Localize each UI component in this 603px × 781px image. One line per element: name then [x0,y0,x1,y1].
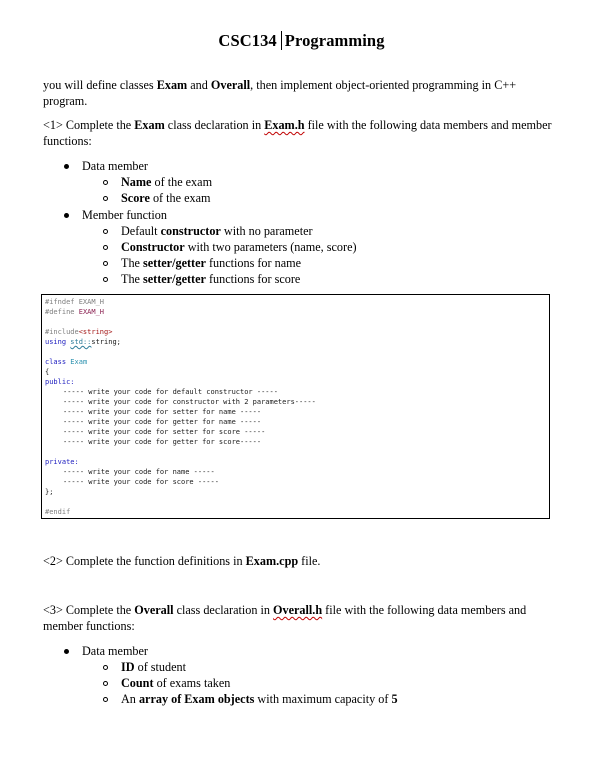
code-endif: #endif [45,508,71,516]
sub-bullet-circle [103,261,108,266]
task1-text-2: class declaration in [164,118,265,132]
code-class-kw: class [45,358,67,366]
dm-rest: of student [134,660,186,674]
intro-text-2: and [187,78,211,92]
task1-number: <1> [43,118,63,132]
task3-data-member-label: Data member [82,644,148,658]
task3-file-name: Overall.h [273,603,323,617]
mf-pre: Default [121,224,161,238]
mf-bold: constructor [160,224,221,238]
code-using [45,337,121,347]
mf-rest: with two parameters (name, score) [184,240,357,254]
bullet-dot [64,213,69,218]
code-public-line: ----- write your code for constructor with 2 parameters----- [63,398,316,406]
data-member-name-desc: of the exam [151,175,213,189]
mf-rest: with no parameter [220,224,313,238]
code-public-line: ----- write your code for setter for name ----- [63,408,262,416]
course-subject: Programming [284,31,385,50]
code-public-line: ----- write your code for setter for score ----- [63,428,266,436]
course-code: CSC134 [218,31,277,50]
dm-rest: of exams taken [153,676,231,690]
code-private-label: private: [45,458,79,466]
task3-text-2: class declaration in [173,603,274,617]
code-private-line: ----- write your code for score ----- [63,478,219,486]
code-using-kw: using [45,338,67,346]
task1-text-1: Complete the [62,118,135,132]
code-private-line: ----- write your code for name ----- [63,468,215,476]
title-divider [281,31,282,50]
member-function-label: Member function [82,208,167,222]
code-public-line: ----- write your code for default constructor ----- [63,388,278,396]
code-close-brace: }; [45,488,54,496]
task2-text-1: Complete the function definitions in [62,554,246,568]
code-ifndef [45,297,104,307]
intro-paragraph [43,77,553,110]
task3-text-3: file with the following data members and member functions: [43,603,527,634]
sub-bullet-circle [103,277,108,282]
data-member-label: Data member [82,159,148,173]
sub-bullet-circle [103,229,108,234]
code-define-kw: #define [45,308,75,316]
dm-bold: ID [121,660,135,674]
mf-bold: setter/getter [143,272,206,286]
intro-text-3: , then implement object-oriented programming in C++ program. [43,78,517,109]
data-member-score: Score [121,191,150,205]
code-ifndef-text: #ifndef EXAM_H [45,298,105,306]
code-public-line: ----- write your code for getter for name ----- [63,418,262,426]
code-public-line: ----- write your code for getter for score----- [63,438,262,446]
sub-bullet-circle [103,196,108,201]
code-using-name: string; [91,338,121,346]
task2-number: <2> [43,554,63,568]
code-include [45,327,112,337]
bullet-dot [64,164,69,169]
data-member-name: Name [121,175,152,189]
sub-bullet-circle [103,180,108,185]
task2-file-name: Exam.cpp [245,554,299,568]
task2-paragraph [43,553,553,569]
code-using-ns: std:: [70,338,92,346]
task3-number: <3> [43,603,63,617]
code-include-kw: #include [45,328,79,336]
mf-bold: Constructor [121,240,185,254]
code-include-file: <string> [78,328,113,336]
task1-file-name: Exam.h [264,118,305,132]
mf-bold: setter/getter [143,256,206,270]
page-title [0,31,603,51]
bullet-dot [64,649,69,654]
code-class [45,357,87,367]
data-member-score-desc: of the exam [149,191,211,205]
task1-class-name: Exam [134,118,165,132]
code-public-label: public: [45,378,75,386]
dm-rest: with maximum capacity of [254,692,392,706]
dm-tail: 5 [391,692,398,706]
task1-paragraph [43,117,553,150]
dm-bold: Count [121,676,154,690]
sub-bullet-circle [103,245,108,250]
task3-paragraph [43,602,553,635]
dm-bold: array of Exam objects [138,692,255,706]
sub-bullet-circle [103,681,108,686]
code-class-name: Exam [70,358,88,366]
mf-rest: functions for name [205,256,302,270]
code-snippet-box [41,294,550,519]
code-define-name: EXAM_H [78,308,105,316]
intro-exam: Exam [156,78,188,92]
dm-pre: An [121,692,139,706]
sub-bullet-circle [103,697,108,702]
task1-text-3: file with the following data members and member functions: [43,118,552,149]
sub-bullet-circle [103,665,108,670]
mf-pre: The [121,256,143,270]
code-define [45,307,104,317]
task3-class-name: Overall [134,603,174,617]
mf-rest: functions for score [205,272,301,286]
intro-text-1: you will define classes [43,78,157,92]
task2-text-2: file. [298,554,321,568]
task3-text-1: Complete the [62,603,135,617]
mf-pre: The [121,272,143,286]
code-open-brace: { [45,368,50,376]
intro-overall: Overall [210,78,251,92]
